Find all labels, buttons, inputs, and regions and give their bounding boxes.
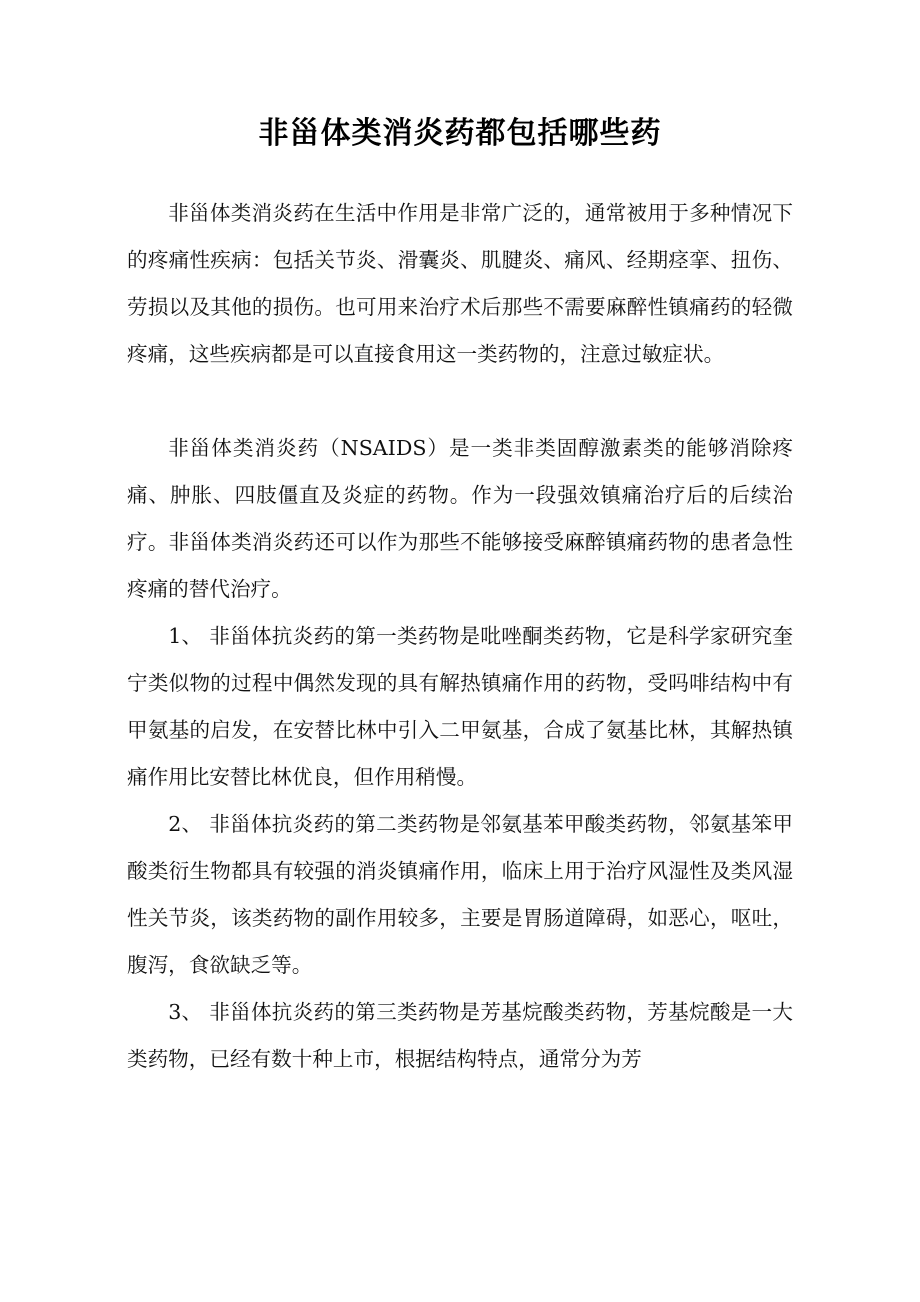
- document-title: 非甾体类消炎药都包括哪些药: [258, 116, 662, 151]
- paragraph-item-1: 1、 非甾体抗炎药的第一类药物是吡唑酮类药物，它是科学家研究奎宁类似物的过程中偶然发现的具有解热镇痛作用的药物，受吗啡结构中有甲氨基的启发，在安替比林中引入二甲氨基，合成了氨基比林，其解热镇痛作用比安替比林优良，但作用稍慢。: [127, 624, 793, 789]
- paragraph-intro: 非甾体类消炎药在生活中作用是非常广泛的，通常被用于多种情况下的疼痛性疾病：包括关节炎、滑囊炎、肌腱炎、痛风、经期痉挛、扭伤、劳损以及其他的损伤。也可用来治疗术后那些不需要麻醉性镇痛药的轻微疼痛，这些疾病都是可以直接食用这一类药物的，注意过敏症状。: [127, 201, 793, 366]
- document-body: [127, 190, 793, 1083]
- paragraph-item-2: 2、 非甾体抗炎药的第二类药物是邻氨基苯甲酸类药物，邻氨基笨甲酸类衍生物都具有较强的消炎镇痛作用，临床上用于治疗风湿性及类风湿性关节炎，该类药物的副作用较多，主要是胃肠道障碍，如恶心，呕吐，腹泻，食欲缺乏等。: [127, 812, 793, 977]
- paragraph-nsaids-definition: 非甾体类消炎药（NSAIDS）是一类非类固醇激素类的能够消除疼痛、肿胀、四肢僵直及炎症的药物。作为一段强效镇痛治疗后的后续治疗。非甾体类消炎药还可以作为那些不能够接受麻醉镇痛药物的患者急性疼痛的替代治疗。: [127, 436, 793, 601]
- paragraph-item-3: 3、 非甾体抗炎药的第三类药物是芳基烷酸类药物，芳基烷酸是一大类药物，已经有数十种上市，根据结构特点，通常分为芳: [127, 1000, 793, 1071]
